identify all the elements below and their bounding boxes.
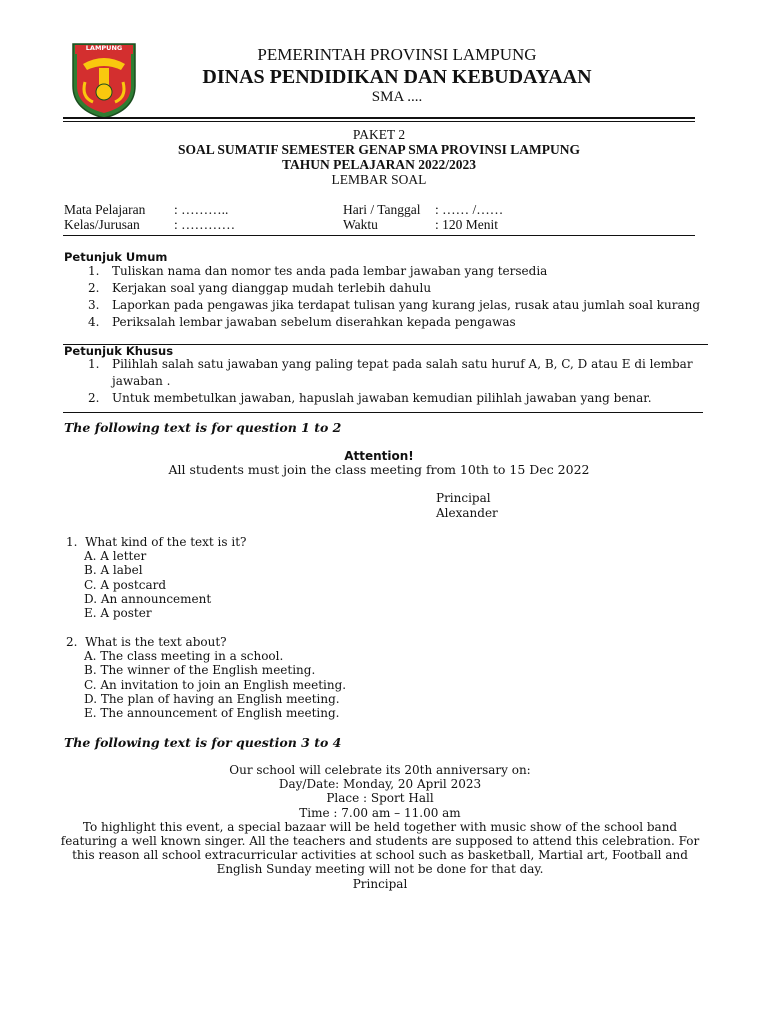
question-2 bbox=[66, 635, 666, 720]
list-item bbox=[88, 314, 708, 331]
list-item-num: 1. bbox=[88, 264, 100, 278]
passage2-line: Place : Sport Hall bbox=[326, 791, 434, 806]
general-instructions-title: Petunjuk Umum bbox=[64, 250, 168, 264]
passage1-sign-name: Alexander bbox=[436, 506, 498, 520]
answer-option-a: A. A letter bbox=[84, 549, 147, 564]
passage2-line: Our school will celebrate its 20th anniversary on: bbox=[229, 763, 531, 777]
exam-sheet: LEMBAR SOAL bbox=[331, 172, 427, 187]
list-item-text: Laporkan pada pengawas jika terdapat tulisan yang kurang jelas, rusak atau jumlah soal kurang bbox=[112, 298, 701, 312]
header-rule-thin bbox=[63, 121, 695, 122]
class-label: Kelas/Jurusan bbox=[64, 217, 140, 232]
header-rule-thick bbox=[63, 117, 695, 119]
question-text: What kind of the text is it? bbox=[85, 535, 247, 549]
date-value: : …… /…… bbox=[435, 202, 504, 217]
general-instructions-list bbox=[88, 263, 708, 331]
answer-option-a: A. The class meeting in a school. bbox=[84, 649, 284, 664]
answer-option-d: D. An announcement bbox=[84, 591, 212, 606]
question-num: 2. bbox=[66, 635, 78, 649]
answer-option-b: B. The winner of the English meeting. bbox=[84, 663, 316, 678]
passage1-heading: The following text is for question 1 to 2 bbox=[64, 420, 342, 435]
passage2-line: To highlight this event, a special bazaar will be held together with music show of the school band bbox=[82, 819, 678, 834]
header-government: PEMERINTAH PROVINSI LAMPUNG bbox=[257, 45, 537, 64]
answer-option-e: E. A poster bbox=[84, 606, 152, 621]
list-item-num: 2. bbox=[88, 281, 100, 295]
exam-year: TAHUN PELAJARAN 2022/2023 bbox=[281, 157, 476, 172]
list-item bbox=[88, 280, 708, 297]
class-value: : ………… bbox=[174, 217, 236, 232]
answer-option-c: C. A postcard bbox=[84, 577, 167, 592]
time-label: Waktu bbox=[343, 217, 378, 232]
answer-option-c: C. An invitation to join an English meeting. bbox=[84, 677, 347, 692]
passage2-line: Day/Date: Monday, 20 April 2023 bbox=[278, 777, 482, 792]
special-instructions-title: Petunjuk Khusus bbox=[64, 344, 174, 358]
list-item-num: 1. bbox=[88, 357, 100, 371]
list-item bbox=[88, 356, 696, 390]
list-item-text: Tuliskan nama dan nomor tes anda pada lembar jawaban yang tersedia bbox=[112, 264, 548, 278]
list-item-text: Pilihlah salah satu jawaban yang paling tepat pada salah satu huruf A, B, C, D atau E di lembar jawaban . bbox=[112, 357, 693, 388]
passage1-title: Attention! bbox=[344, 449, 414, 463]
paket-label: PAKET 2 bbox=[352, 127, 406, 142]
passage2-line: Time : 7.00 am – 11.00 am bbox=[299, 805, 461, 820]
list-item bbox=[88, 263, 708, 280]
header-agency: DINAS PENDIDIKAN DAN KEBUDAYAAN bbox=[202, 66, 592, 88]
exam-title: SOAL SUMATIF SEMESTER GENAP SMA PROVINSI LAMPUNG bbox=[177, 142, 581, 157]
passage2-line: featuring a well known singer. All the teachers and students are supposed to attend this celebration. For bbox=[60, 834, 700, 849]
list-item bbox=[88, 297, 708, 314]
subject-value: : ……….. bbox=[174, 202, 229, 217]
passage1-sign-role: Principal bbox=[436, 491, 491, 505]
special-instructions-list bbox=[88, 356, 696, 407]
list-item-text: Periksalah lembar jawaban sebelum diserahkan kepada pengawas bbox=[112, 315, 516, 329]
passage2-heading: The following text is for question 3 to 4 bbox=[64, 735, 342, 750]
passage2-line: Principal bbox=[352, 876, 408, 891]
special-rule bbox=[63, 412, 703, 413]
logo-text: LAMPUNG bbox=[85, 44, 123, 52]
question-1 bbox=[66, 535, 666, 620]
passage2-line: English Sunday meeting will not be done for that day. bbox=[216, 862, 544, 877]
list-item-text: Untuk membetulkan jawaban, hapuslah jawaban kemudian pilihlah jawaban yang benar. bbox=[112, 391, 652, 405]
passage1-body: All students must join the class meeting from 10th to 15 Dec 2022 bbox=[168, 462, 590, 477]
answer-option-d: D. The plan of having an English meeting. bbox=[84, 691, 340, 706]
list-item-num: 4. bbox=[88, 315, 100, 329]
subject-label: Mata Pelajaran bbox=[64, 202, 146, 217]
date-label: Hari / Tanggal bbox=[343, 202, 421, 217]
list-item-text: Kerjakan soal yang dianggap mudah terlebih dahulu bbox=[112, 281, 432, 295]
list-item bbox=[88, 390, 696, 407]
header-school: SMA .... bbox=[371, 89, 423, 105]
passage2-line: this reason all school extracurricular activities at school such as basketball, Martial art, Football and bbox=[72, 848, 688, 863]
list-item-num: 2. bbox=[88, 391, 100, 405]
meta-rule bbox=[63, 235, 695, 236]
answer-option-b: B. A label bbox=[84, 563, 143, 578]
passage2-body bbox=[60, 763, 700, 891]
question-num: 1. bbox=[66, 535, 78, 549]
question-text: What is the text about? bbox=[85, 635, 227, 649]
answer-option-e: E. The announcement of English meeting. bbox=[84, 706, 340, 721]
time-value: : 120 Menit bbox=[435, 217, 498, 232]
list-item-num: 3. bbox=[88, 298, 100, 312]
